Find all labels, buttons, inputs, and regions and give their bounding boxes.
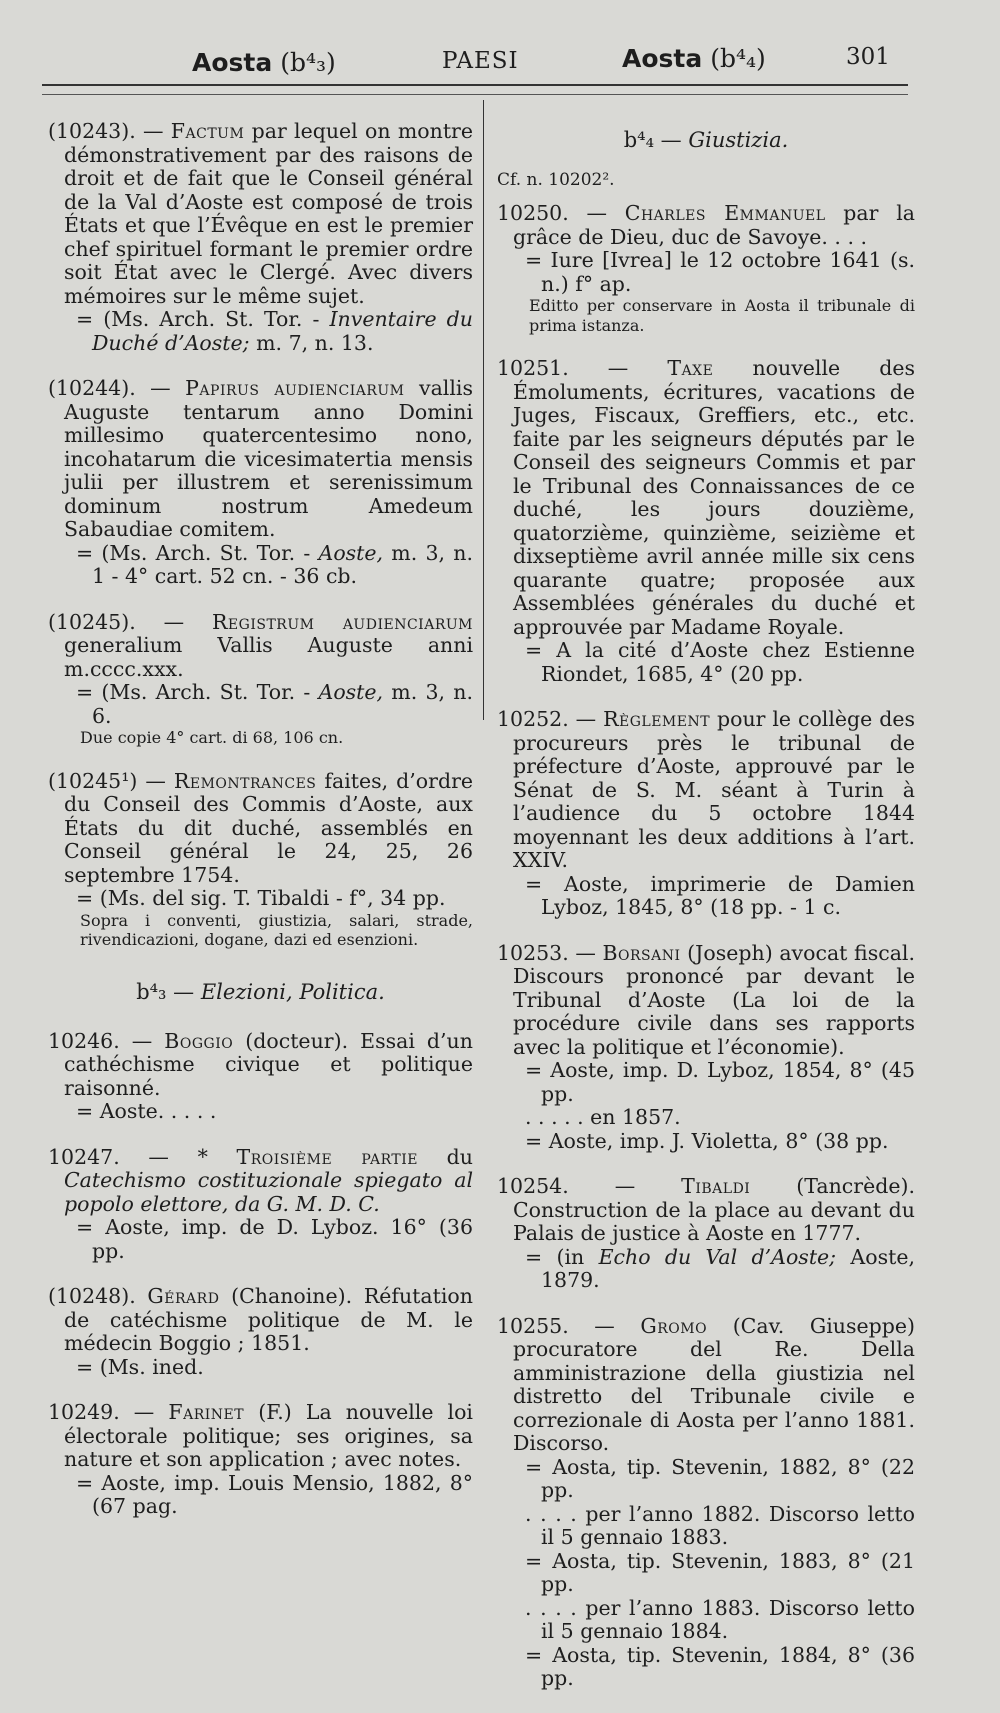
entry-note: Due copie 4° cart. di 68, 106 cn. [80, 728, 344, 747]
location-title: Aoste, [318, 540, 384, 565]
section-code: b⁴₃ — [136, 979, 195, 1004]
entry-10251 [497, 357, 915, 686]
entry-text: vallis Auguste tentarum anno Domini millesimo quatercentesimo nono, incohatarum die vicesimatertia mensis julii per illustrem et serenissimum dominum nostrum Amedeum Sabaudiae comitem. [64, 376, 473, 541]
location-suffix: Aoste, 1879. [541, 1244, 915, 1292]
location-prefix: = (Ms. Arch. St. Tor. - [76, 307, 320, 331]
entry-heading: Borsani [602, 940, 681, 965]
entry-location: = Aosta, tip. Stevenin, 1883, 8° (21 pp. [525, 1548, 915, 1596]
location-prefix: = (in [525, 1244, 585, 1269]
entry-location: = Aoste, imp. D. Lyboz, 1854, 8° (45 pp. [525, 1058, 915, 1106]
entry-number: 10247. — * [48, 1144, 208, 1169]
entry-number: (10245¹) — [48, 768, 166, 793]
entry-text: pour le collège des procureurs près le tribunal de préfecture d’Aoste, approuvé par le Sénat de S. M. séant à Turin à l’audience du 5 octobre 1844 moyennant les deux additions à l’art. XXIV. [513, 707, 915, 872]
entry-text: par la grâce de Dieu, duc de Savoye. . . . [513, 201, 915, 249]
entry-location: = Aosta, tip. Stevenin, 1884, 8° (36 pp. [525, 1642, 915, 1690]
left-column [48, 120, 473, 1541]
header-left [192, 48, 336, 77]
cross-reference: Cf. n. 10202². [497, 170, 615, 190]
entry-heading: Gromo [640, 1313, 708, 1338]
entry-heading: Registrum audienciarum [211, 609, 473, 634]
location-suffix: m. 7, n. 13. [256, 330, 374, 355]
entry-number: (10244). — [48, 376, 171, 400]
header-right-title: Aosta [622, 44, 703, 73]
entry-location: = Aoste, imprimerie de Damien Lyboz, 1845, 8° (18 pp. - 1 c. [525, 871, 915, 919]
entry-location [64, 681, 473, 728]
header-right [622, 44, 766, 73]
entry-number: 10253. — [497, 940, 596, 965]
entry-10248 [48, 1285, 473, 1379]
entry-number: 10250. — [497, 201, 607, 225]
entry-location [64, 542, 473, 589]
entry-10252 [497, 708, 915, 920]
entry-number: (10245). — [48, 609, 185, 634]
entry-heading: Tibaldi [681, 1174, 751, 1198]
entry-text: par lequel on montre démonstrativement par des raisons de droit et de fait que le Conseil général de la Val d’Aoste est composé de trois États et que l’Évêque en est le premier chef spirituel formant le premier ordre soit État avec le Clergé. Avec divers mémoires sur le même sujet. [64, 119, 473, 308]
entry-10243 [48, 120, 473, 355]
entry-10246 [48, 1030, 473, 1124]
page-number: 301 [846, 44, 890, 70]
entry-location: = Iure [Ivrea] le 12 octobre 1641 (s. n.) f° ap. [525, 248, 915, 296]
entry-location: = Aosta, tip. Stevenin, 1882, 8° (22 pp. [525, 1454, 915, 1502]
entry-10247 [48, 1146, 473, 1264]
entry-text: (docteur). Essai d’un cathéchisme civique et politique raisonné. [64, 1028, 473, 1100]
header-right-code: (b⁴₄) [710, 44, 766, 73]
location-title: Aoste, [318, 680, 384, 704]
entry-title: Catechismo costituzionale spiegato al popolo elettore, da G. M. D. C. [64, 1168, 473, 1216]
section-code: b⁴₄ — [623, 128, 682, 152]
entry-text: (Joseph) avocat fiscal. Discours prononcé par devant le Tribunal d’Aoste (La loi de la procédure civile dans ses rapports avec la politique et l’économie). [513, 940, 915, 1059]
entry-text: (Cav. Giuseppe) procuratore del Re. Della amministrazione della giustizia nel distretto del Tribunale civile e correzionale di Aosta per l’anno 1881. Discorso. [513, 1313, 915, 1455]
running-header [0, 42, 1000, 82]
entry-continuation: . . . . per l’anno 1882. Discorso letto il 5 gennaio 1883. [525, 1501, 915, 1549]
entry-10253 [497, 942, 915, 1154]
entry-number: 10252. — [497, 707, 597, 731]
entry-location [513, 1246, 915, 1293]
location-prefix: = (Ms. Arch. St. Tor. - [76, 680, 311, 704]
entry-text: (F.) La nouvelle loi électorale politique; ses origines, sa nature et son application ; avec notes. [64, 1400, 473, 1471]
entry-heading: Troisième partie [236, 1144, 418, 1169]
header-center: PAESI [442, 48, 519, 74]
entry-note: Sopra i conventi, giustizia, salari, strade, rivendicazioni, dogane, dazi ed esenzioni. [80, 910, 473, 949]
entry-10249 [48, 1401, 473, 1519]
entry-location: = Aoste, imp. Louis Mensio, 1882, 8° (67 pag. [76, 1470, 473, 1518]
entry-note: Editto per conservare in Aosta il tribunale di prima istanza. [529, 296, 915, 335]
entry-location [64, 308, 473, 355]
entry-10250 [497, 202, 915, 335]
entry-heading: Remontrances [173, 768, 317, 793]
location-title: Inventaire du Duché d’Aoste; [92, 307, 473, 355]
entry-10245 [48, 611, 473, 748]
entry-text: nouvelle des Émoluments, écritures, vacations de Juges, Fiscaux, Greffiers, etc., etc. faite par les seigneurs députés par le Conseil des seigneurs Commis et par le Tribunal des Connaissances de ce duché, les jours douzième, quatorzième, quinzième, seizième et dixseptième avril année mille six cens quarante quatre; proposée aux Assemblées générales du duché et approuvée par Madame Royale. [513, 356, 916, 639]
section-title: Giustizia. [688, 128, 789, 152]
column-divider [483, 100, 484, 720]
entry-location: = (Ms. del sig. T. Tibaldi - f°, 34 pp. [76, 886, 446, 910]
entry-heading: Charles Emmanuel [624, 201, 826, 225]
entry-number: 10246. — [48, 1028, 153, 1053]
entry-number: 10254. — [497, 1174, 636, 1198]
header-left-code: (b⁴₃) [280, 48, 336, 77]
location-prefix: = (Ms. Arch. St. Tor. - [76, 540, 311, 565]
entry-10255 [497, 1315, 915, 1691]
entry-continuation: . . . . . en 1857. [525, 1105, 681, 1129]
section-title: Elezioni, Politica. [200, 979, 385, 1004]
entry-location: = Aoste, imp. J. Violetta, 8° (38 pp. [525, 1128, 889, 1153]
location-suffix: m. 3, n. 1 - 4° cart. 52 cn. - 36 cb. [92, 540, 473, 588]
location-suffix: m. 3, n. 6. [92, 680, 473, 728]
section-heading-elezioni [48, 980, 473, 1004]
header-rule [42, 84, 908, 86]
entry-location: = (Ms. ined. [76, 1354, 204, 1379]
section-heading-giustizia [497, 128, 915, 152]
header-rule-thin [42, 94, 908, 95]
entry-number: (10243). — [48, 119, 164, 143]
entry-number: (10248). [48, 1284, 136, 1308]
entry-location: = Aoste. . . . . [76, 1099, 217, 1123]
right-column [497, 122, 915, 1713]
entry-10244 [48, 377, 473, 589]
entry-heading: Factum [170, 119, 245, 143]
entry-number: 10251. — [497, 356, 629, 380]
entry-heading: Boggio [164, 1028, 234, 1053]
entry-heading: Papirus audienciarum [185, 376, 405, 400]
entry-heading: Taxe [667, 356, 714, 380]
entry-10254 [497, 1175, 915, 1293]
entry-text: (Chanoine). Réfutation de catéchisme politique de M. le médecin Boggio ; 1851. [64, 1284, 473, 1355]
entry-number: 10249. — [48, 1400, 155, 1424]
entry-continuation: . . . . per l’anno 1883. Discorso letto il 5 gennaio 1884. [525, 1595, 915, 1643]
entry-location: = A la cité d’Aoste chez Estienne Riondet, 1685, 4° (20 pp. [525, 638, 915, 686]
entry-location: = Aoste, imp. de D. Lyboz. 16° (36 pp. [76, 1215, 473, 1263]
entry-heading: Gérard [147, 1284, 220, 1308]
entry-text: du [446, 1144, 473, 1169]
entry-heading: Règlement [603, 707, 711, 731]
entry-text: generalium Vallis Auguste anni m.cccc.xxx. [64, 633, 473, 681]
entry-heading: Farinet [168, 1400, 245, 1424]
entry-10245-1 [48, 770, 473, 950]
header-left-title: Aosta [192, 48, 273, 77]
entry-number: 10255. — [497, 1313, 615, 1338]
entry-text: faites, d’ordre du Conseil des Commis d’Aoste, aux États du dit duché, assemblés en Conseil général le 24, 25, 26 septembre 1754. [64, 768, 473, 887]
entry-text: (Tancrède). Construction de la place au devant du Palais de justice à Aoste en 1777. [513, 1174, 915, 1245]
location-title: Echo du Val d’Aoste; [598, 1244, 837, 1269]
